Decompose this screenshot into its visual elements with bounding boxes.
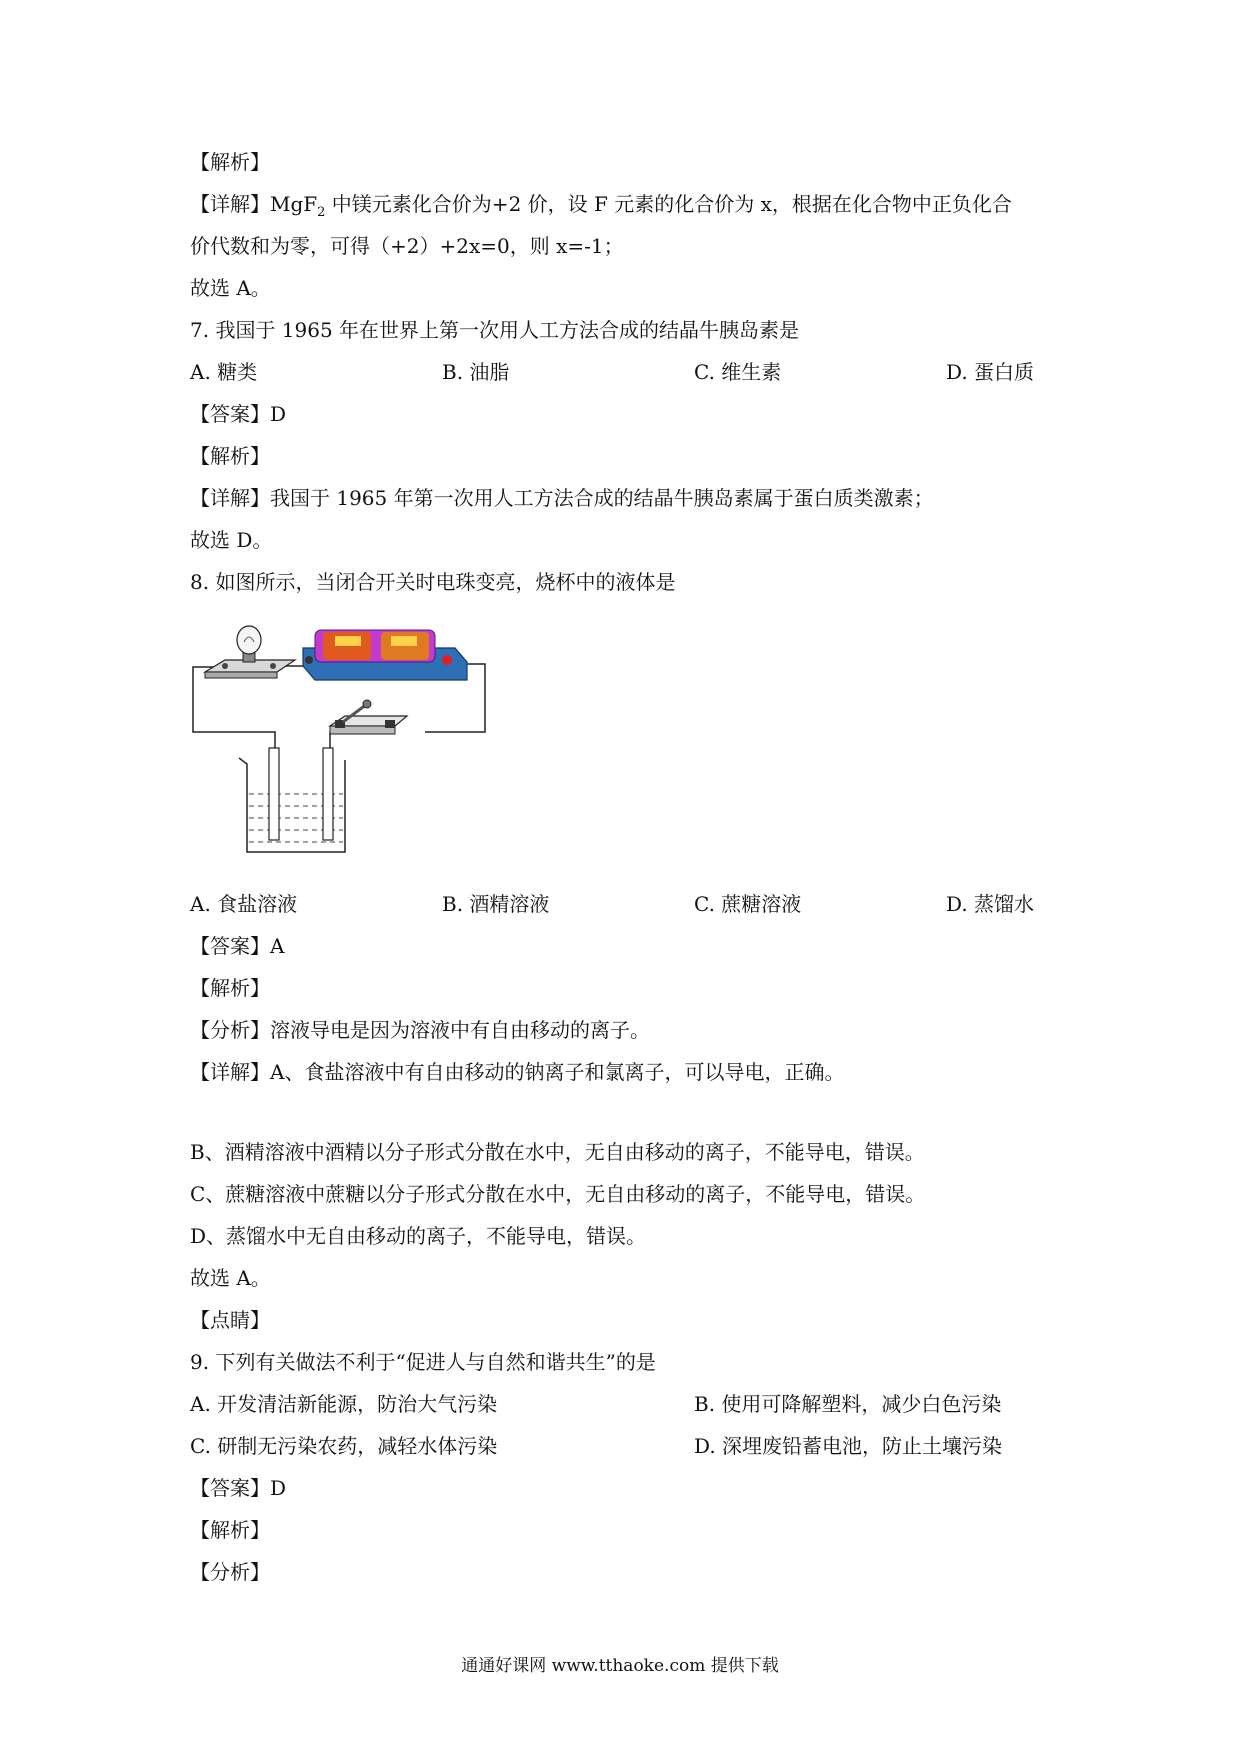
q8-option-c: C. 蔗糖溶液 [694,892,802,916]
electrode-left [269,748,279,840]
q7-jiexi: 【解析】 [190,444,270,468]
q9-option-c: C. 研制无污染农药，减轻水体污染 [190,1434,498,1458]
q8-option-b: B. 酒精溶液 [442,892,550,916]
page-footer: 通通好课网 www.tthaoke.com 提供下载 [461,1656,779,1676]
question-8: 8. 如图所示，当闭合开关时电珠变亮，烧杯中的液体是 [190,570,676,594]
q8-answer: 【答案】A [190,934,285,958]
jiexi-heading: 【解析】 [190,150,270,174]
choose-line: 故选 A。 [190,276,271,300]
q7-option-a: A. 糖类 [190,360,258,384]
q8-detail-d: D、蒸馏水中无自由移动的离子，不能导电，错误。 [190,1224,647,1248]
detail-line-2: 价代数和为零，可得（+2）+2x=0，则 x=-1； [190,234,624,258]
q8-jiexi: 【解析】 [190,976,270,1000]
q8-detail-c: C、蔗糖溶液中蔗糖以分子形式分散在水中，无自由移动的离子，不能导电，错误。 [190,1182,926,1206]
question-9: 9. 下列有关做法不利于“促进人与自然和谐共生”的是 [190,1350,656,1374]
q7-choose: 故选 D。 [190,528,273,552]
q7-option-c: C. 维生素 [694,360,782,384]
q8-dianjing: 【点睛】 [190,1308,270,1332]
q7-option-d: D. 蛋白质 [946,360,1035,384]
q8-analysis: 【分析】溶液导电是因为溶液中有自由移动的离子。 [190,1018,650,1042]
q8-option-d: D. 蒸馏水 [946,892,1035,916]
circuit-diagram [185,622,495,862]
battery [303,630,467,680]
q9-option-b: B. 使用可降解塑料，减少白色污染 [694,1392,1002,1416]
q9-option-d: D. 深埋废铅蓄电池，防止土壤污染 [694,1434,1003,1458]
q9-jiexi: 【解析】 [190,1518,270,1542]
subscript: 2 [317,205,326,220]
question-7: 7. 我国于 1965 年在世界上第一次用人工方法合成的结晶牛胰岛素是 [190,318,800,342]
switch [330,700,407,734]
q9-option-a: A. 开发清洁新能源，防治大气污染 [190,1392,498,1416]
q9-analysis: 【分析】 [190,1560,270,1584]
q8-detail: 【详解】A、食盐溶液中有自由移动的钠离子和氯离子，可以导电，正确。 [190,1060,845,1084]
detail-prefix: 【详解】MgF [190,192,318,216]
q7-option-b: B. 油脂 [442,360,510,384]
beaker [239,748,345,852]
q7-detail: 【详解】我国于 1965 年第一次用人工方法合成的结晶牛胰岛素属于蛋白质类激素； [190,486,934,510]
bulb [205,626,295,678]
q8-detail-b: B、酒精溶液中酒精以分子形式分散在水中，无自由移动的离子，不能导电，错误。 [190,1140,925,1164]
electrode-right [323,748,333,840]
q9-answer: 【答案】D [190,1476,287,1500]
q7-answer: 【答案】D [190,402,287,426]
detail-suffix: 中镁元素化合价为+2 价，设 F 元素的化合价为 x，根据在化合物中正负化合 [325,192,1012,216]
q8-option-a: A. 食盐溶液 [190,892,298,916]
q8-choose: 故选 A。 [190,1266,271,1290]
detail-line-1 [190,190,1012,227]
